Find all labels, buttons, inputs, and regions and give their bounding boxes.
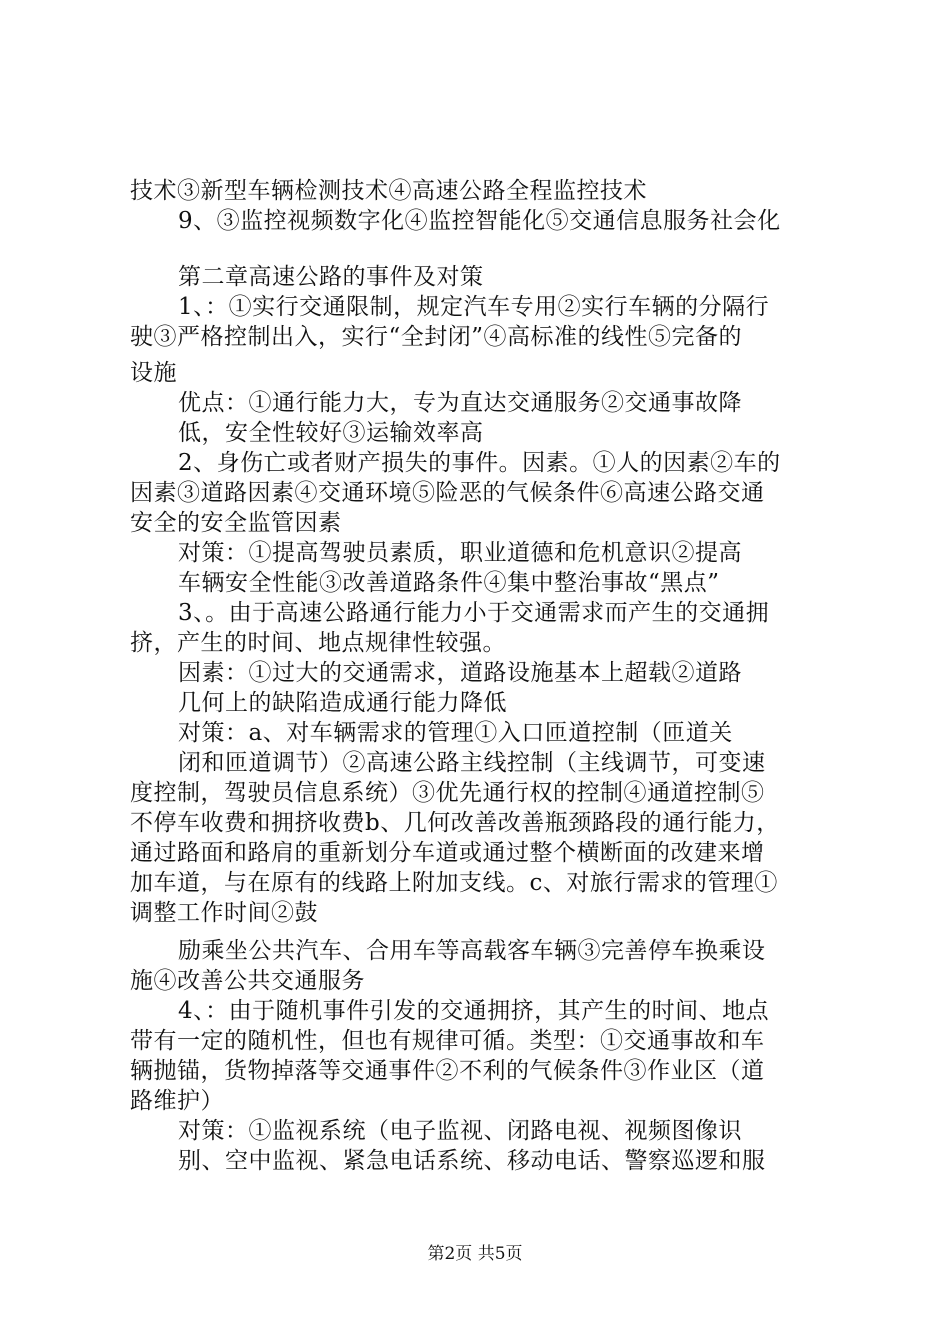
text-line: 对策：①监视系统（电子监视、闭路电视、视频图像识 xyxy=(178,1118,742,1144)
text-line: 对策：a、对车辆需求的管理①入口匝道控制（匝道关 xyxy=(178,720,733,746)
text-line: 第二章高速公路的事件及对策 xyxy=(178,264,484,290)
text-line: 因素③道路因素④交通环境⑤险恶的气候条件⑥高速公路交通 xyxy=(130,480,765,506)
text-line: 调整工作时间②鼓 xyxy=(130,900,318,926)
text-line: 挤，产生的时间、地点规律性较强。 xyxy=(130,630,506,656)
text-line: 车辆安全性能③改善道路条件④集中整治事故“黑点” xyxy=(178,570,720,596)
text-line: 对策：①提高驾驶员素质，职业道德和危机意识②提高 xyxy=(178,540,742,566)
text-line: 闭和匝道调节）②高速公路主线控制（主线调节，可变速 xyxy=(178,750,766,776)
text-line: 驶③严格控制出入，实行“全封闭”④高标准的线性⑤完备的 xyxy=(130,324,743,350)
text-line: 技术③新型车辆检测技术④高速公路全程监控技术 xyxy=(130,178,647,204)
text-line: 加车道，与在原有的线路上附加支线。c、对旅行需求的管理① xyxy=(130,870,778,896)
text-line: 2、身伤亡或者财产损失的事件。因素。①人的因素②车的 xyxy=(178,450,781,476)
text-line: 1、：①实行交通限制，规定汽车专用②实行车辆的分隔行 xyxy=(178,294,770,320)
text-line: 4、：由于随机事件引发的交通拥挤，其产生的时间、地点 xyxy=(178,998,770,1024)
text-line: 辆抛锚，货物掉落等交通事件②不利的气候条件③作业区（道 xyxy=(130,1058,765,1084)
text-line: 不停车收费和拥挤收费b、几何改善改善瓶颈路段的通行能力， xyxy=(130,810,780,836)
text-line: 路维护） xyxy=(130,1088,224,1114)
text-line: 9、③监控视频数字化④监控智能化⑤交通信息服务社会化 xyxy=(178,208,781,234)
page-footer: 第2页 共5页 xyxy=(427,1244,523,1264)
text-line: 度控制，驾驶员信息系统）③优先通行权的控制④通道控制⑤ xyxy=(130,780,765,806)
text-line: 3、。由于高速公路通行能力小于交通需求而产生的交通拥 xyxy=(178,600,770,626)
text-line: 带有一定的随机性，但也有规律可循。类型：①交通事故和车 xyxy=(130,1028,765,1054)
text-line: 安全的安全监管因素 xyxy=(130,510,342,536)
text-line: 通过路面和路肩的重新划分车道或通过整个横断面的改建来增 xyxy=(130,840,765,866)
text-line: 因素：①过大的交通需求，道路设施基本上超载②道路 xyxy=(178,660,742,686)
text-line: 施④改善公共交通服务 xyxy=(130,968,365,994)
text-line: 设施 xyxy=(130,360,177,386)
text-line: 低，安全性较好③运输效率高 xyxy=(178,420,484,446)
text-line: 优点：①通行能力大，专为直达交通服务②交通事故降 xyxy=(178,390,742,416)
text-line: 励乘坐公共汽车、合用车等高载客车辆③完善停车换乘设 xyxy=(178,938,766,964)
text-line: 别、空中监视、紧急电话系统、移动电话、警察巡逻和服 xyxy=(178,1148,766,1174)
text-line: 几何上的缺陷造成通行能力降低 xyxy=(178,690,507,716)
